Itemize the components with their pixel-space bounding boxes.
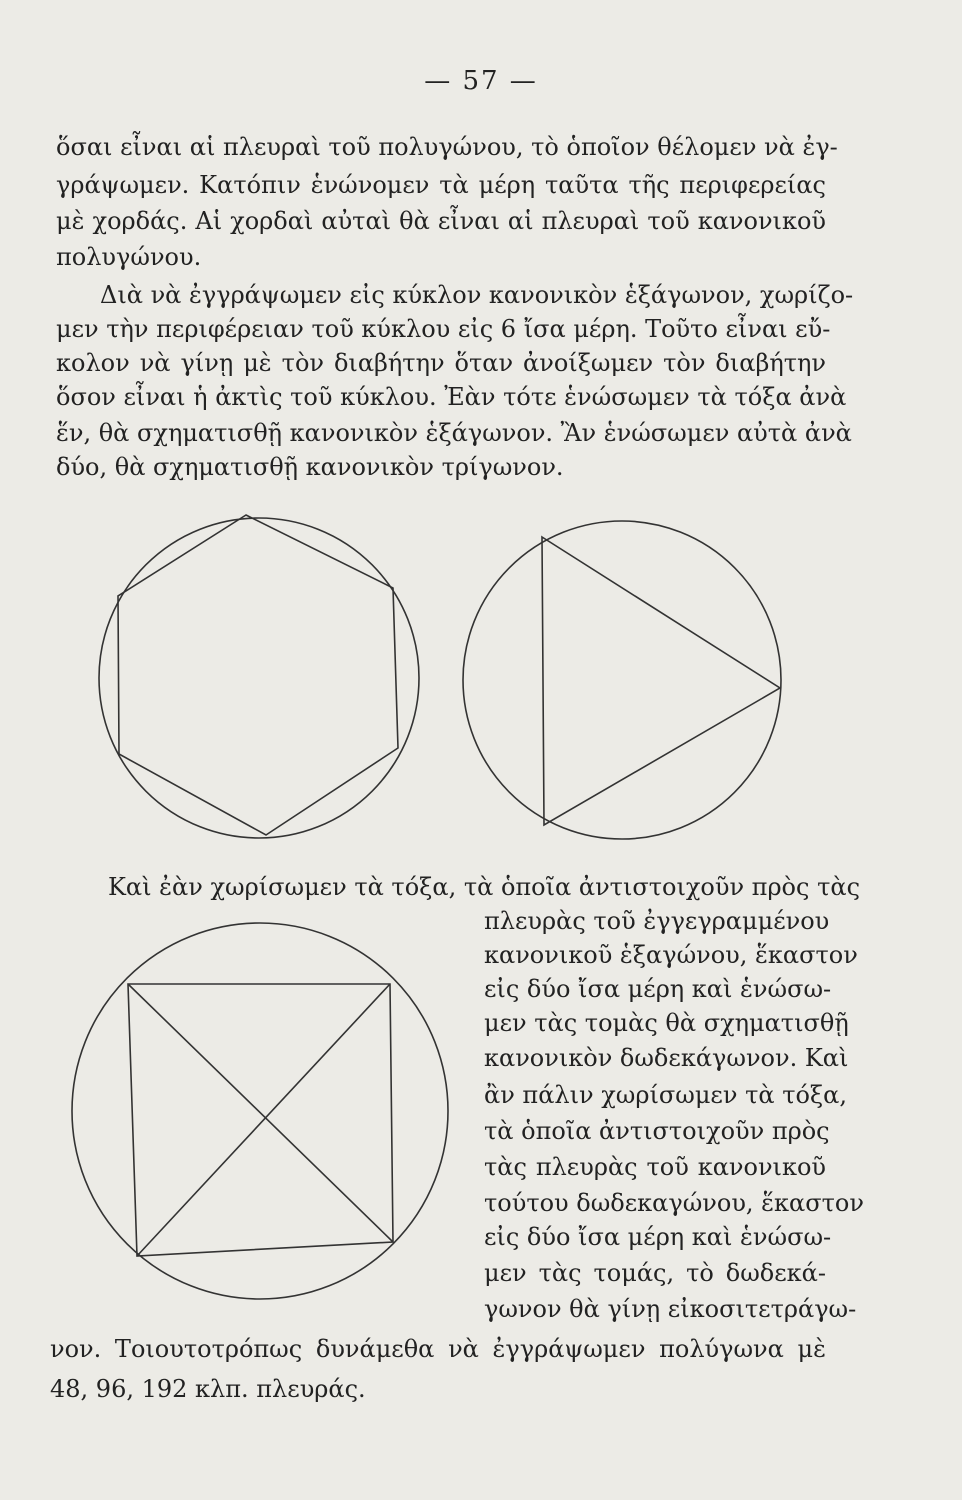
text-line: τὰς πλευρὰς τοῦ κανονικοῦ xyxy=(484,1153,826,1181)
text-line: κανονικοῦ ἑξαγώνου, ἕκαστον xyxy=(484,941,858,969)
text-line: μὲ χορδάς. Αἱ χορδαὶ αὐταὶ θὰ εἶναι αἱ πλευραὶ τοῦ κανονικοῦ xyxy=(56,207,826,235)
text-line: γράψωμεν. Κατόπιν ἑνώνομεν τὰ μέρη ταῦτα τῆς περιφερείας xyxy=(56,171,826,199)
text-line: τὰ ὁποῖα ἀντιστοιχοῦν πρὸς xyxy=(484,1117,830,1145)
text-line: πλευρὰς τοῦ ἐγγεγραμμένου xyxy=(484,907,830,935)
text-line: πολυγώνου. xyxy=(56,243,202,271)
text-line: ἕν, θὰ σχηματισθῇ κανονικὸν ἑξάγωνον. Ἂν ἑνώσωμεν αὐτὰ ἀνὰ xyxy=(56,419,852,447)
text-line: εἰς δύο ἴσα μέρη καὶ ἑνώσω- xyxy=(484,975,832,1003)
square-diagonal xyxy=(137,984,390,1256)
text-line: ὅσον εἶναι ἡ ἀκτὶς τοῦ κύκλου. Ἐὰν τότε ἑνώσωμεν τὰ τόξα ἀνὰ xyxy=(56,383,847,411)
text-line: νον. Τοιουτοτρόπως δυνάμεθα νὰ ἐγγράψωμεν πολύγωνα μὲ xyxy=(50,1335,826,1363)
text-line: 48, 96, 192 κλπ. πλευράς. xyxy=(50,1375,366,1403)
text-line: ἂν πάλιν χωρίσωμεν τὰ τόξα, xyxy=(484,1081,847,1109)
page-number: — 57 — xyxy=(424,66,538,96)
text-line: μεν τὴν περιφέρειαν τοῦ κύκλου εἰς 6 ἴσα μέρη. Τοῦτο εἶναι εὔ- xyxy=(56,315,831,343)
text-line: γωνον θὰ γίνῃ εἰκοσιτετράγω- xyxy=(484,1295,857,1323)
text-line: εἰς δύο ἴσα μέρη καὶ ἑνώσω- xyxy=(484,1223,832,1251)
square-shape xyxy=(128,984,393,1256)
text-line: Διὰ νὰ ἐγγράψωμεν εἰς κύκλον κανονικὸν ἑξάγωνον, χωρίζο- xyxy=(100,281,854,309)
text-line: ὅσαι εἶναι αἱ πλευραὶ τοῦ πολυγώνου, τὸ ὁποῖον θέλομεν νὰ ἐγ- xyxy=(56,133,838,161)
text-line: Καὶ ἐὰν χωρίσωμεν τὰ τόξα, τὰ ὁποῖα ἀντιστοιχοῦν πρὸς τὰς xyxy=(108,873,861,901)
text-line: μεν τὰς τομάς, τὸ δωδεκά- xyxy=(484,1259,826,1287)
text-line: μεν τὰς τομὰς θὰ σχηματισθῇ xyxy=(484,1009,849,1037)
text-line: δύο, θὰ σχηματισθῇ κανονικὸν τρίγωνον. xyxy=(56,453,564,481)
text-line: κανονικὸν δωδεκάγωνον. Καὶ xyxy=(484,1044,849,1072)
text-line: κολον νὰ γίνῃ μὲ τὸν διαβήτην ὅταν ἀνοίξωμεν τὸν διαβήτην xyxy=(56,349,826,377)
text-line: τούτου δωδεκαγώνου, ἕκαστον xyxy=(484,1189,864,1217)
